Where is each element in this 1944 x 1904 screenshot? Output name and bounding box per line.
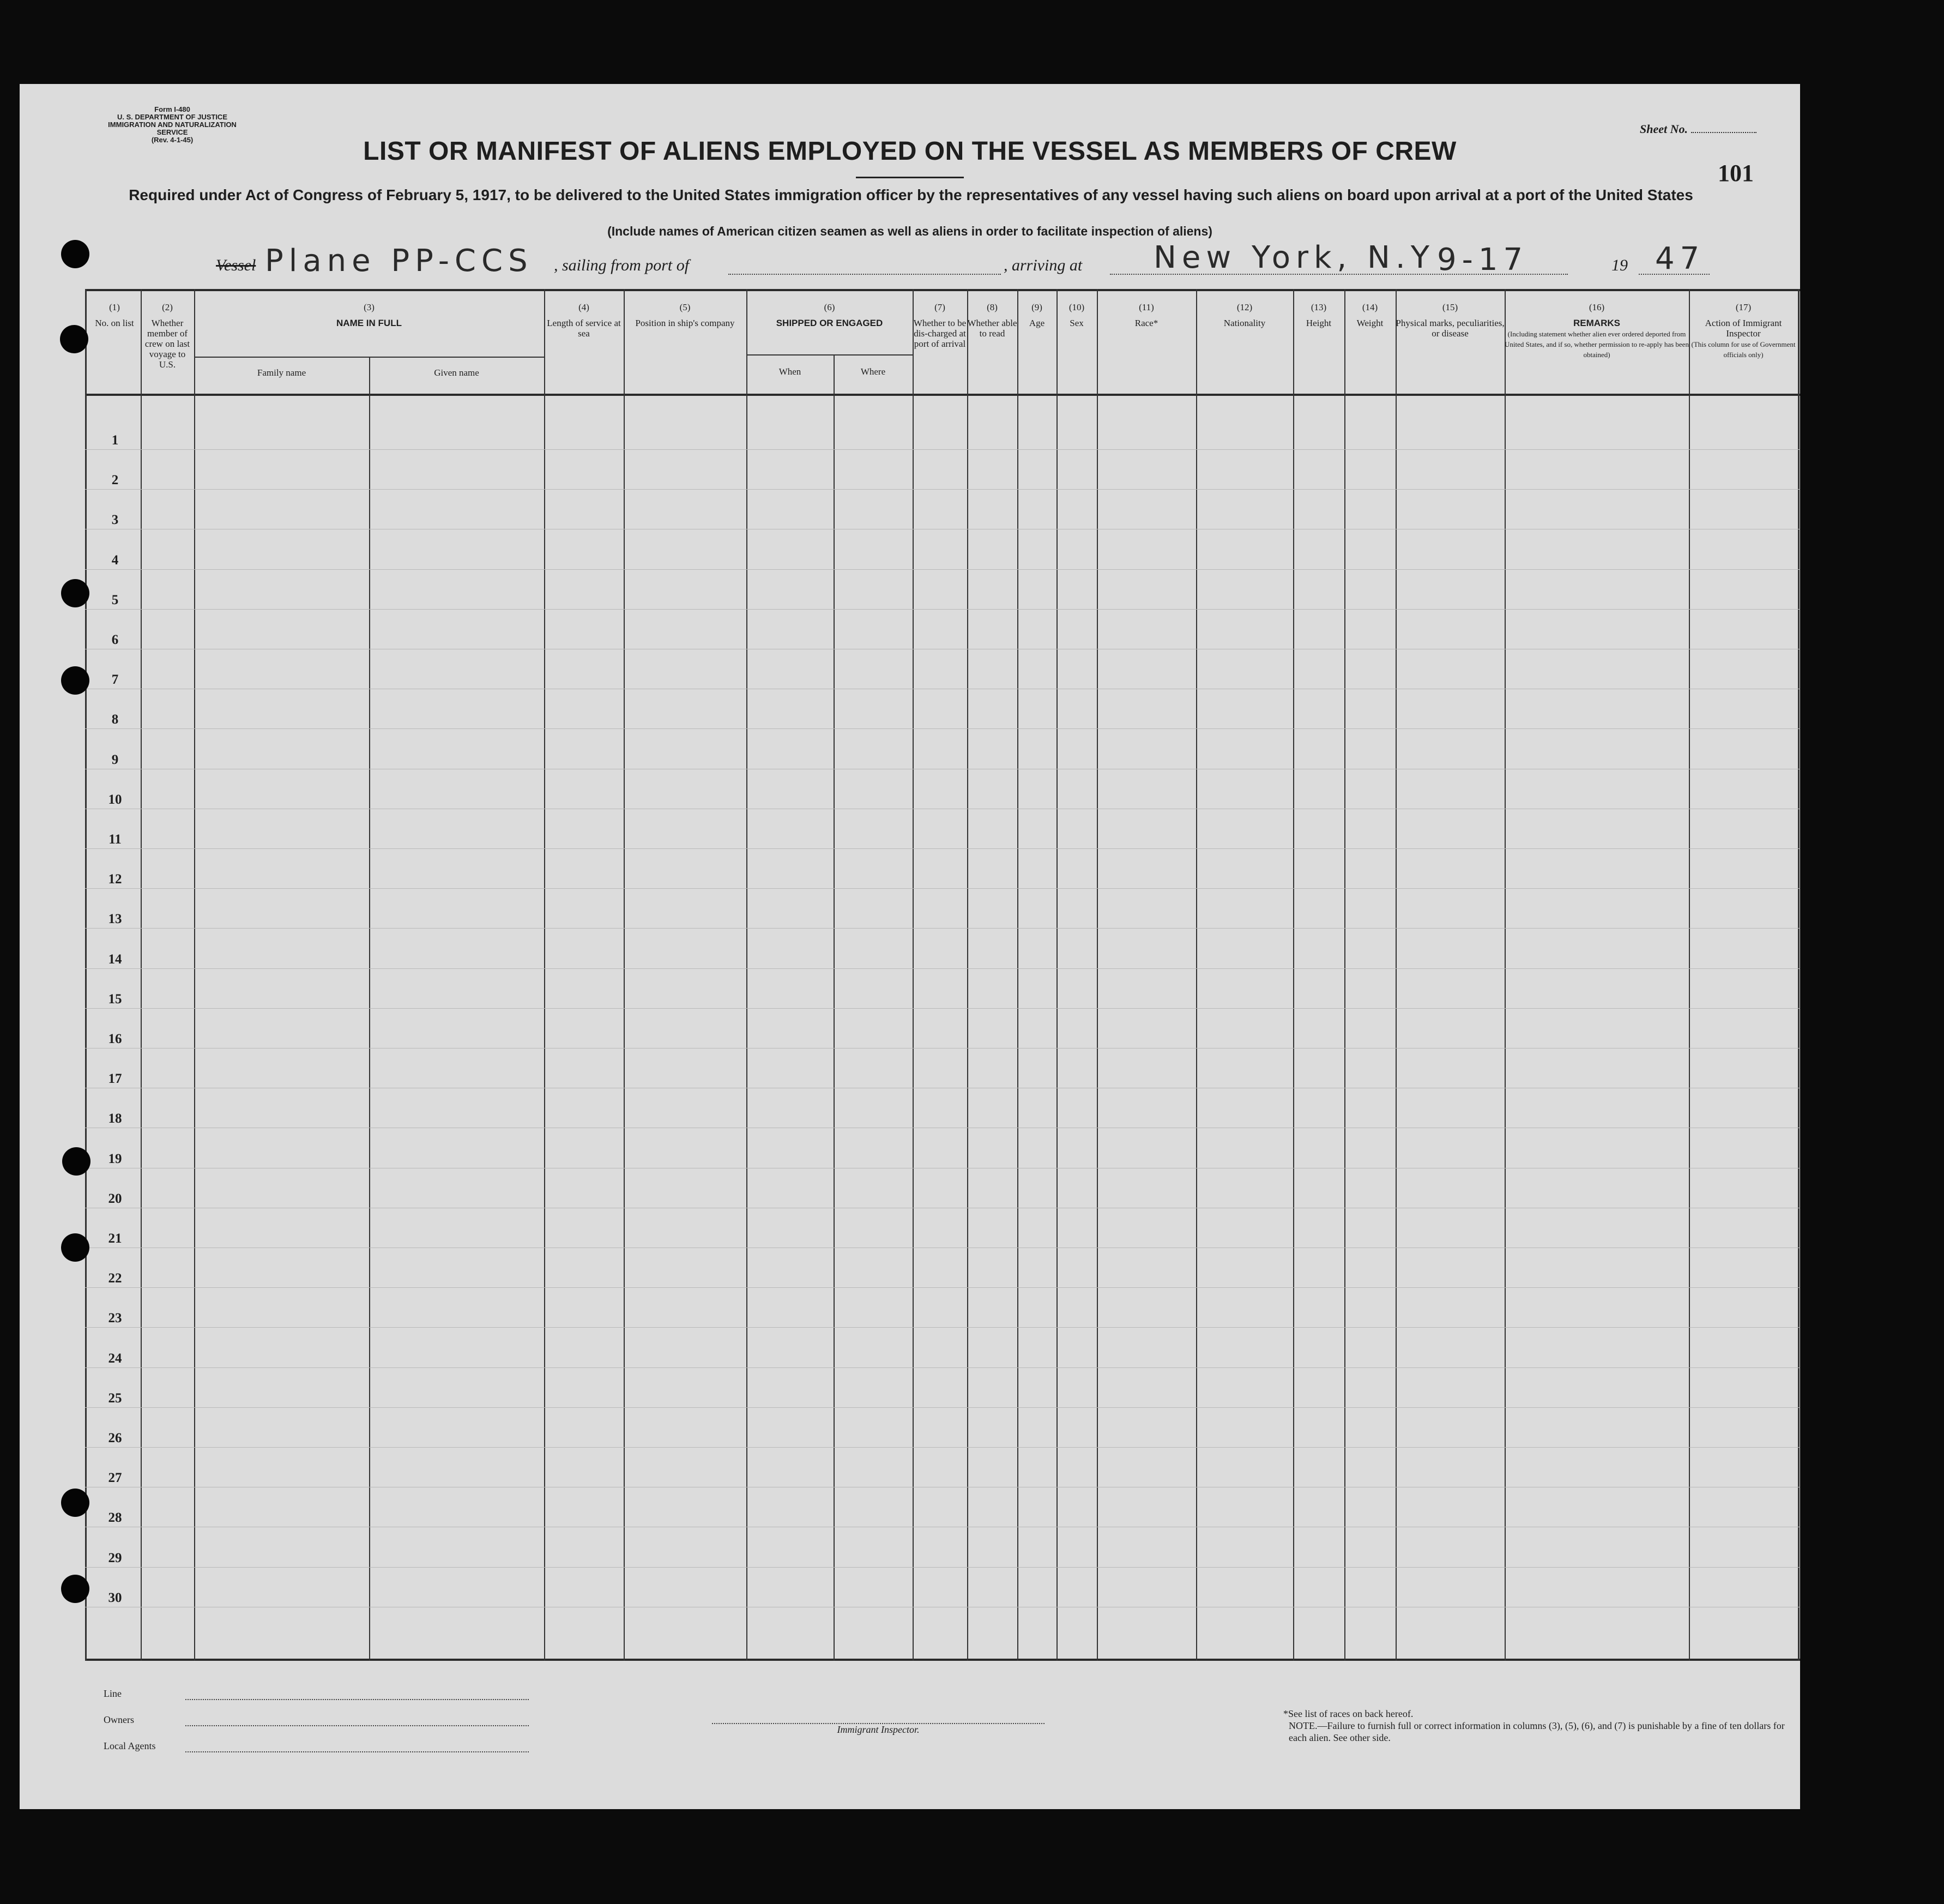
arriving-value[interactable]: New York, N.Y: [1154, 240, 1435, 275]
sheet-number-field: [1640, 122, 1756, 136]
row-number: 16: [108, 1032, 122, 1046]
row-number: 20: [108, 1191, 122, 1206]
vessel-label: Vessel: [216, 256, 256, 274]
footer-notes: [1283, 1708, 1785, 1744]
manifest-page: [20, 84, 1800, 1809]
row-number: 4: [111, 553, 119, 568]
column-divider: [1344, 289, 1345, 1661]
column-divider: [194, 289, 195, 1661]
col-header-1: (1) No. on list: [95, 302, 134, 328]
footer-line-blank[interactable]: [185, 1699, 529, 1700]
row-number: 2: [111, 473, 119, 487]
table-row[interactable]: [85, 1447, 1800, 1448]
form-service: IMMIGRATION AND NATURALIZATION SERVICE: [108, 120, 237, 136]
sheet-number-label: Sheet No.: [1640, 122, 1688, 136]
title-underline: [856, 177, 964, 178]
header-bottom-rule: [85, 394, 1800, 396]
footer-agents-blank[interactable]: [185, 1751, 529, 1752]
col-header-10: (10) Sex: [1068, 302, 1085, 328]
column-divider: [1396, 289, 1397, 1661]
column-divider: [544, 289, 545, 1661]
row-number: 1: [111, 433, 119, 448]
column-divider: [1196, 289, 1197, 1661]
row-number: 27: [108, 1471, 122, 1485]
row-number: 7: [111, 672, 119, 687]
col-header-4: (4) Length of service at sea: [547, 302, 621, 339]
row-number: 9: [111, 752, 119, 767]
footer-agents-field: [104, 1740, 529, 1752]
year-prefix: 19: [1611, 256, 1628, 274]
year-value[interactable]: 47: [1655, 241, 1705, 276]
row-number: 8: [111, 712, 119, 727]
table-row[interactable]: [85, 728, 1800, 729]
col-header-11: (11) Race*: [1134, 302, 1158, 328]
footer-owners-field: [104, 1714, 529, 1726]
col-header-9: (9) Age: [1029, 302, 1045, 328]
table-row[interactable]: [85, 449, 1800, 450]
vessel-value[interactable]: Plane PP-CCS: [265, 243, 533, 279]
column-divider: [1293, 289, 1294, 1661]
binder-hole: [62, 1147, 90, 1176]
page-title: LIST OR MANIFEST OF ALIENS EMPLOYED ON THE VESSEL AS MEMBERS OF CREW: [363, 137, 1457, 166]
col-header-3a: Family name: [257, 367, 306, 378]
row-number: 29: [108, 1551, 122, 1565]
footer-line-field: [104, 1688, 529, 1700]
page-subtitle: Required under Act of Congress of February 5, 1917, to be delivered to the United States immigration officer by the representatives of any vessel having such aliens on board upon arrival at a port of the United States: [129, 186, 1693, 203]
table-row[interactable]: [85, 1407, 1800, 1408]
row-number: 28: [108, 1510, 122, 1525]
row-number: 3: [111, 513, 119, 527]
column-divider: [746, 289, 747, 1661]
col-header-3: (3) NAME IN FULL: [336, 302, 402, 328]
binder-hole: [61, 1575, 89, 1603]
binder-hole: [61, 666, 89, 695]
column-divider: [1689, 289, 1690, 1661]
col-header-17: (17) Action of Immigrant Inspector (This column for use of Government officials only): [1691, 302, 1796, 359]
vessel-line: [183, 240, 1753, 280]
col-header-15: (15) Physical marks, peculiarities, or disease: [1396, 302, 1505, 339]
footer-line-label: Line: [104, 1688, 122, 1699]
sheet-number-blank[interactable]: [1691, 132, 1756, 133]
table-row[interactable]: [85, 968, 1800, 969]
row-number: 18: [108, 1111, 122, 1126]
col-header-3b: Given name: [434, 367, 479, 378]
column-divider: [1505, 289, 1506, 1661]
row-number: 24: [108, 1351, 122, 1366]
column-divider: [624, 289, 625, 1661]
form-department: U. S. DEPARTMENT OF JUSTICE: [117, 113, 227, 121]
races-note: *See list of races on back hereof.: [1283, 1708, 1414, 1719]
row-number: 5: [111, 593, 119, 607]
inspector-signature-field: [712, 1722, 1045, 1736]
footer-agents-label: Local Agents: [104, 1740, 156, 1751]
sailing-label: , sailing from port of: [554, 256, 690, 274]
row-number: 21: [108, 1231, 122, 1246]
table-row[interactable]: [85, 928, 1800, 929]
column-divider: [141, 289, 142, 1661]
inspector-label: Immigrant Inspector.: [837, 1724, 920, 1735]
column-divider: [967, 289, 968, 1661]
col-header-2: (2) Whether member of crew on last voyage to U.S.: [144, 302, 190, 370]
table-left-border: [85, 289, 87, 1661]
page-subnote: (Include names of American citizen seamen as well as aliens in order to facilitate inspection of aliens): [607, 224, 1212, 238]
arriving-label: , arriving at: [1004, 256, 1083, 274]
row-number: 22: [108, 1271, 122, 1286]
table-row[interactable]: [85, 848, 1800, 849]
binder-hole: [60, 325, 88, 353]
col-header-8: (8) Whether able to read: [967, 302, 1017, 339]
arrival-date-value[interactable]: 9-17: [1437, 242, 1529, 278]
column-divider: [369, 357, 370, 1661]
row-number: 23: [108, 1311, 122, 1325]
row-number: 13: [108, 912, 122, 926]
row-number: 26: [108, 1431, 122, 1445]
row-number: 30: [108, 1590, 122, 1605]
row-number: 14: [108, 952, 122, 967]
table-row[interactable]: [85, 1567, 1800, 1568]
column-divider: [1056, 289, 1058, 1661]
table-row[interactable]: [85, 489, 1800, 490]
row-number: 11: [108, 832, 122, 847]
col-header-13: (13) Height: [1306, 302, 1332, 328]
shipped-subheader-rule: [746, 354, 913, 356]
footer-owners-blank[interactable]: [185, 1725, 529, 1726]
column-divider: [913, 289, 914, 1661]
row-number: 17: [108, 1071, 122, 1086]
binder-hole: [61, 240, 89, 268]
table-row[interactable]: [85, 888, 1800, 889]
table-row[interactable]: [85, 1048, 1800, 1049]
row-number: 12: [108, 872, 122, 887]
row-number: 10: [108, 792, 122, 807]
table-row[interactable]: [85, 1008, 1800, 1009]
column-divider: [1097, 289, 1098, 1661]
col-header-5: (5) Position in ship's company: [635, 302, 735, 328]
form-number: Form I-480: [154, 105, 190, 113]
col-header-16: (16) REMARKS (Including statement whether alien ever ordered deported from United States, and if so, whether permission to re-apply has been obtained): [1505, 302, 1689, 359]
name-subheader-rule: [194, 357, 544, 358]
col-header-12: (12) Nationality: [1223, 302, 1266, 328]
col-header-7: (7) Whether to be dis-charged at port of arrival: [913, 302, 967, 349]
binder-hole: [61, 579, 89, 607]
row-number: 25: [108, 1391, 122, 1406]
column-divider: [1017, 289, 1018, 1661]
binder-hole: [61, 1233, 89, 1262]
row-number: 19: [108, 1152, 122, 1166]
col-header-14: (14) Weight: [1356, 302, 1384, 328]
table-top-rule: [85, 289, 1800, 291]
table-row[interactable]: [85, 1287, 1800, 1288]
col-header-6b: Where: [860, 366, 886, 377]
table-row[interactable]: [85, 1327, 1800, 1328]
col-header-6: (6) SHIPPED OR ENGAGED: [776, 302, 883, 328]
table-row[interactable]: [85, 609, 1800, 610]
sailing-port-blank[interactable]: [728, 274, 1001, 275]
col-header-6a: When: [778, 366, 801, 377]
table-right-border: [1798, 289, 1800, 1661]
inspector-signature-blank[interactable]: [712, 1722, 1045, 1724]
table-bottom-rule: [85, 1659, 1800, 1661]
table-row[interactable]: [85, 1367, 1800, 1368]
footer-owners-label: Owners: [104, 1714, 134, 1725]
form-revision: (Rev. 4-1-45): [151, 136, 194, 144]
penalty-note: NOTE.—Failure to furnish full or correct information in columns (3), (5), (6), and (7) is punishable by a fine of ten dollars for each alien. See other side.: [1289, 1720, 1785, 1743]
binder-hole: [61, 1489, 89, 1517]
table-row[interactable]: [85, 569, 1800, 570]
row-number: 15: [108, 992, 122, 1007]
column-divider: [834, 354, 835, 1661]
row-number: 6: [111, 632, 119, 647]
sheet-stamp: 101: [1718, 160, 1754, 186]
